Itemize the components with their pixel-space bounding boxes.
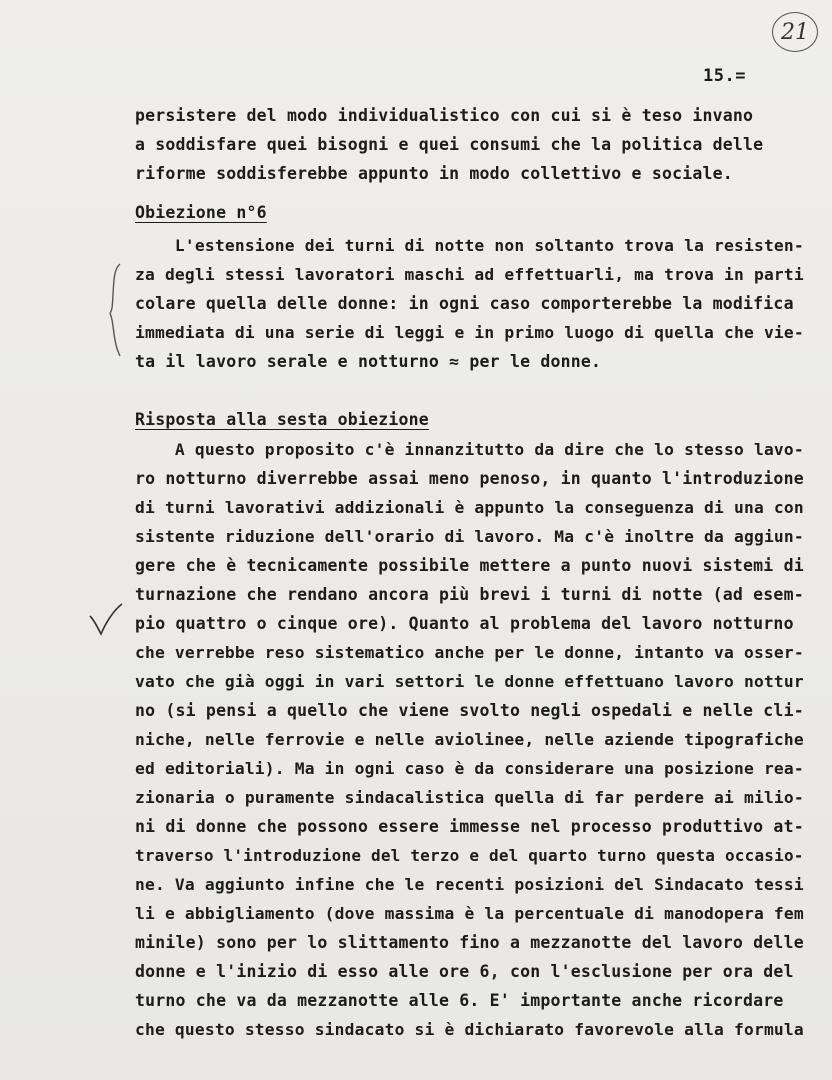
text-line: li e abbigliamento (dove massima è la percentuale di manodopera fem xyxy=(135,904,804,923)
text-line: di turni lavorativi addizionali è appunto la conseguenza di una con xyxy=(135,498,804,517)
text-line: ro notturno diverrebbe assai meno penoso, in quanto l'introduzione xyxy=(135,469,804,488)
text-line: traverso l'introduzione del terzo e del quarto turno questa occasio- xyxy=(135,846,804,865)
text-line: ni di donne che possono essere immesse nel processo produttivo at- xyxy=(135,817,804,836)
text-line: turnazione che rendano ancora più brevi i turni di notte (ad esem- xyxy=(135,585,804,604)
margin-bracket-mark xyxy=(108,262,122,358)
text-line: riforme soddisferebbe appunto in modo collettivo e sociale. xyxy=(135,164,733,183)
text-line: che questo stesso sindacato si è dichiarato favorevole alla formula xyxy=(135,1020,804,1039)
text-line: sistente riduzione dell'orario di lavoro. Ma c'è inoltre da aggiun- xyxy=(135,527,804,546)
folio-number-circle xyxy=(772,12,818,52)
section-heading-objection-6: Obiezione n°6 xyxy=(135,203,267,222)
text-line: zionaria o puramente sindacalistica quella di far perdere ai milio- xyxy=(135,788,804,807)
page-number: 15.= xyxy=(703,66,746,86)
text-line: ne. Va aggiunto infine che le recenti posizioni del Sindacato tessi xyxy=(135,875,804,894)
text-line: gere che è tecnicamente possibile mettere a punto nuovi sistemi di xyxy=(135,556,804,575)
text-line: che verrebbe reso sistematico anche per le donne, intanto va osser- xyxy=(135,643,804,662)
text-line: turno che va da mezzanotte alle 6. E' importante anche ricordare xyxy=(135,991,784,1010)
checkmark-icon xyxy=(88,602,124,636)
text-line: niche, nelle ferrovie e nelle aviolinee, nelle aziende tipografiche xyxy=(135,730,804,749)
text-line: a soddisfare quei bisogni e quei consumi che la politica delle xyxy=(135,135,764,154)
folio-number: 21 xyxy=(781,19,809,45)
section-heading-answer-6: Risposta alla sesta obiezione xyxy=(135,410,429,429)
text-line: L'estensione dei turni di notte non soltanto trova la resisten- xyxy=(135,236,804,255)
text-line: minile) sono per lo slittamento fino a mezzanotte del lavoro delle xyxy=(135,933,804,952)
text-line: ed editoriali). Ma in ogni caso è da considerare una posizione rea- xyxy=(135,759,804,778)
text-line: no (si pensi a quello che viene svolto negli ospedali e nelle cli- xyxy=(135,701,804,720)
text-line: donne e l'inizio di esso alle ore 6, con l'esclusione per ora del xyxy=(135,962,794,981)
text-line: pio quattro o cinque ore). Quanto al problema del lavoro notturno xyxy=(135,614,794,633)
text-line: immediata di una serie di leggi e in primo luogo di quella che vie- xyxy=(135,323,804,342)
text-line: A questo proposito c'è innanzitutto da dire che lo stesso lavo- xyxy=(135,440,804,459)
text-line: persistere del modo individualistico con cui si è teso invano xyxy=(135,106,754,125)
text-line: za degli stessi lavoratori maschi ad effettuarli, ma trova in parti xyxy=(135,265,804,284)
text-line: colare quella delle donne: in ogni caso comporterebbe la modifica xyxy=(135,294,794,313)
text-line: ta il lavoro serale e notturno ≈ per le donne. xyxy=(135,352,602,371)
text-line: vato che già oggi in vari settori le donne effettuano lavoro nottur xyxy=(135,672,804,691)
